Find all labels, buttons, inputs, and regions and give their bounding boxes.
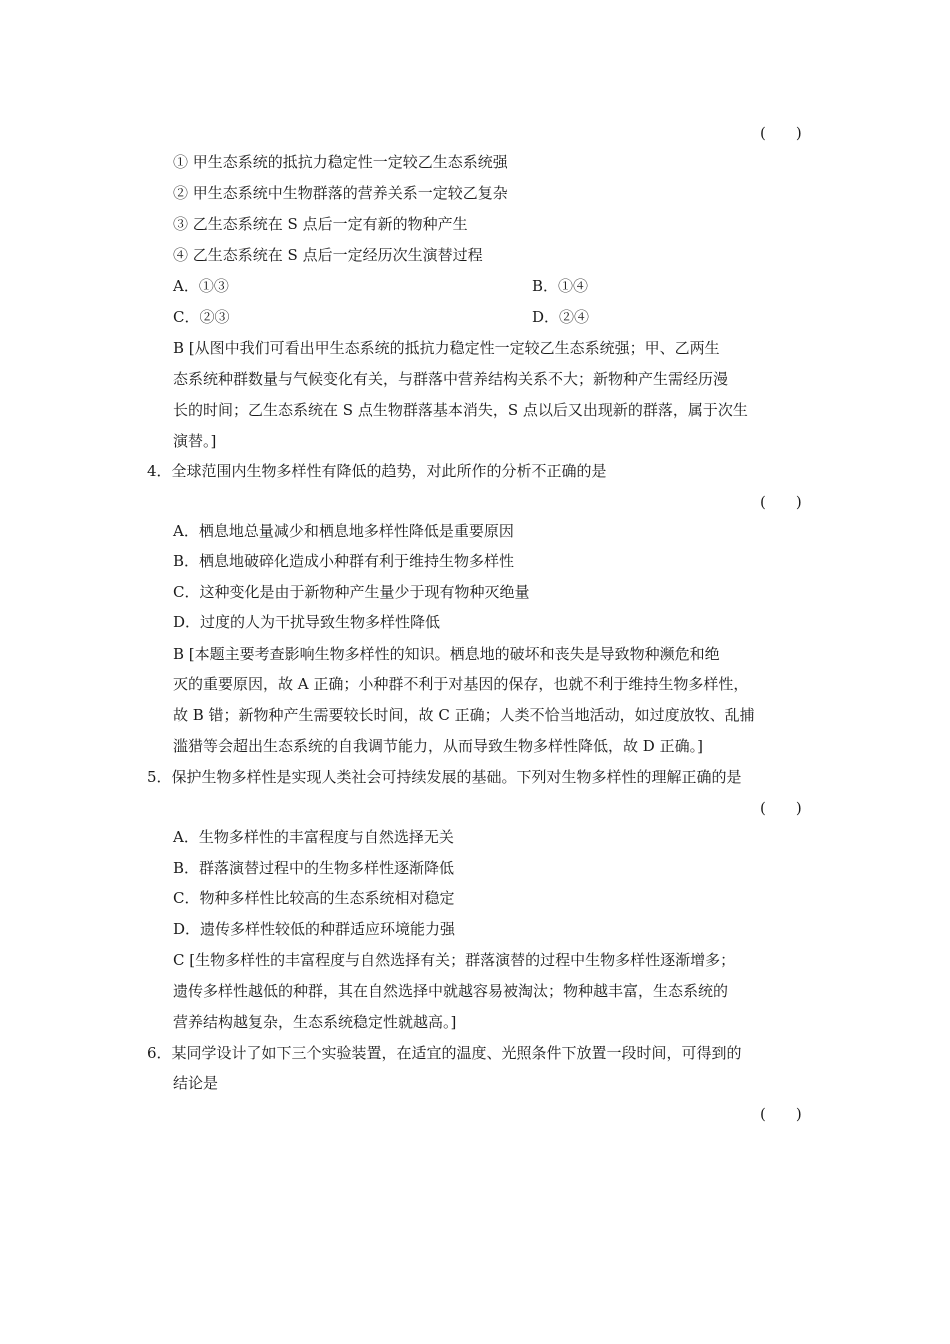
q5-stem: 5．保护生物多样性是实现人类社会可持续发展的基础。下列对生物多样性的理解正确的是: [147, 768, 742, 786]
answer-bracket: ( ): [760, 124, 802, 142]
q4-answer-line-3: 故 B 错；新物种产生需要较长时间，故 C 正确；人类不恰当地活动，如过度放牧、乱捕: [173, 706, 755, 724]
q3-answer-line-2: 态系统种群数量与气候变化有关，与群落中营养结构关系不大；新物种产生需经历漫: [173, 370, 729, 388]
q4-answer-line-1: B [本题主要考查影响生物多样性的知识。栖息地的破坏和丧失是导致物种濒危和绝: [173, 645, 720, 663]
q5-option-a: A．生物多样性的丰富程度与自然选择无关: [173, 828, 454, 846]
q3-answer-line-1: B [从图中我们可看出甲生态系统的抵抗力稳定性一定较乙生态系统强；甲、乙两生: [173, 339, 720, 357]
q3-statement-1: ① 甲生态系统的抵抗力稳定性一定较乙生态系统强: [173, 153, 508, 171]
q3-statement-2: ② 甲生态系统中生物群落的营养关系一定较乙复杂: [173, 184, 508, 202]
q3-statement-3: ③ 乙生态系统在 S 点后一定有新的物种产生: [173, 215, 468, 233]
q5-answer-line-1: C [生物多样性的丰富程度与自然选择有关；群落演替的过程中生物多样性逐渐增多；: [173, 951, 736, 969]
q4-option-c: C．这种变化是由于新物种产生量少于现有物种灭绝量: [173, 583, 530, 601]
q3-statement-4: ④ 乙生态系统在 S 点后一定经历次生演替过程: [173, 246, 483, 264]
q5-answer-line-2: 遗传多样性越低的种群，其在自然选择中就越容易被淘汰；物种越丰富，生态系统的: [173, 982, 729, 1000]
q4-option-b: B．栖息地破碎化造成小种群有利于维持生物多样性: [173, 552, 515, 570]
q3-answer-line-3: 长的时间；乙生态系统在 S 点生物群落基本消失，S 点以后又出现新的群落，属于次生: [173, 401, 748, 419]
q4-answer-line-4: 滥猎等会超出生态系统的自我调节能力，从而导致生物多样性降低，故 D 正确。]: [173, 737, 703, 755]
q4-option-a: A．栖息地总量减少和栖息地多样性降低是重要原因: [173, 522, 514, 540]
q5-option-c: C．物种多样性比较高的生态系统相对稳定: [173, 889, 455, 907]
q4-stem: 4．全球范围内生物多样性有降低的趋势，对此所作的分析不正确的是: [147, 462, 607, 480]
q5-answer-line-3: 营养结构越复杂，生态系统稳定性就越高。]: [173, 1013, 457, 1031]
q5-option-d: D．遗传多样性较低的种群适应环境能力强: [173, 920, 456, 938]
q3-option-b: B．①④: [532, 277, 589, 295]
answer-bracket: ( ): [760, 1105, 802, 1123]
q4-answer-line-2: 灭的重要原因，故 A 正确；小种群不利于对基因的保存，也就不利于维持生物多样性，: [173, 675, 749, 693]
q6-stem-line-2: 结论是: [173, 1074, 219, 1092]
q3-option-a: A．①③: [173, 277, 229, 295]
q3-answer-line-4: 演替。]: [173, 432, 217, 450]
answer-bracket: ( ): [760, 799, 802, 817]
q6-stem-line-1: 6．某同学设计了如下三个实验装置，在适宜的温度、光照条件下放置一段时间，可得到的: [147, 1044, 742, 1062]
q3-option-c: C．②③: [173, 308, 230, 326]
answer-bracket: ( ): [760, 493, 802, 511]
q5-option-b: B．群落演替过程中的生物多样性逐渐降低: [173, 859, 455, 877]
q4-option-d: D．过度的人为干扰导致生物多样性降低: [173, 613, 441, 631]
q3-option-d: D．②④: [532, 308, 590, 326]
